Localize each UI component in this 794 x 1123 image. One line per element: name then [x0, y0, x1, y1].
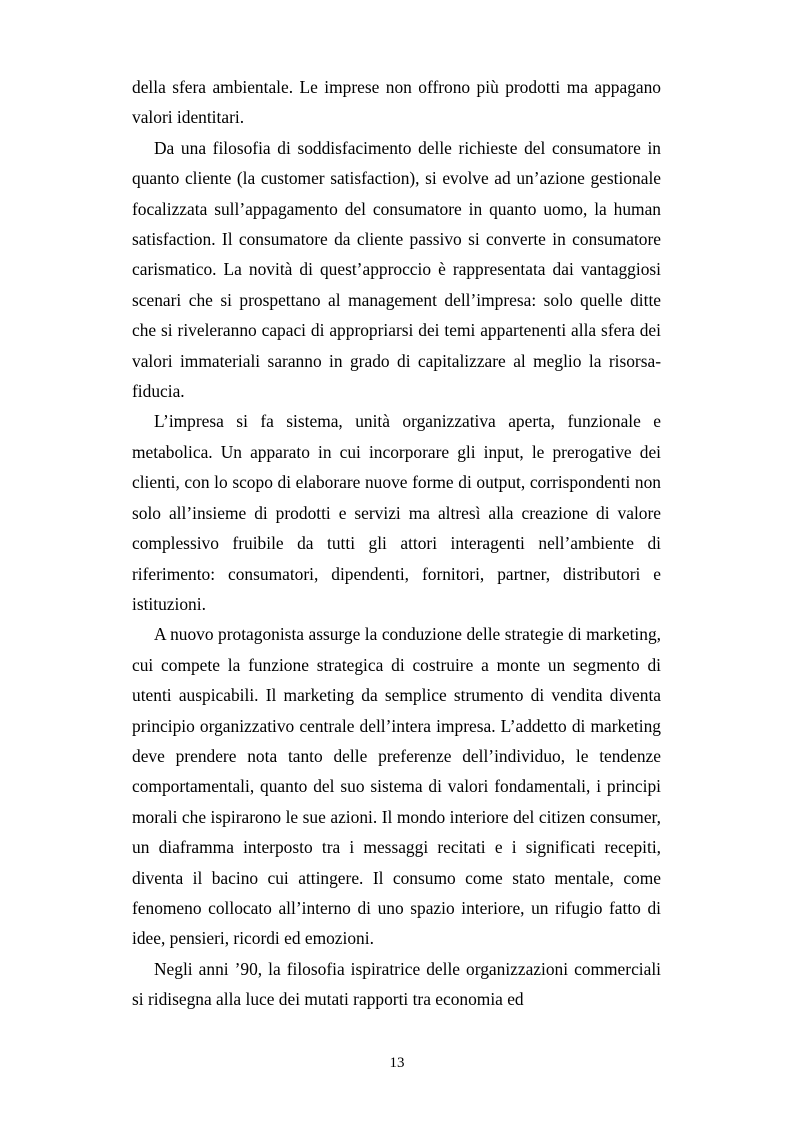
paragraph-customer-satisfaction: Da una filosofia di soddisfacimento delle richieste del consumatore in quanto cliente (la customer satisfaction), si evolve ad un’azione gestionale focalizzata sull’appagamento del consumatore in quanto uomo, la human satisfaction. Il consumatore da cliente passivo si converte in consumatore carismatico. La novità di quest’approccio è rappresentata dai vantaggiosi scenari che si prospettano al management dell’impresa: solo quelle ditte che si riveleranno capaci di appropriarsi dei temi appartenenti alla sfera dei valori immateriali saranno in grado di capitalizzare al meglio la risorsa-fiducia.	[132, 137, 661, 402]
paragraph-anni-90: Negli anni ’90, la filosofia ispiratrice delle organizzazioni commerciali si ridisegna alla luce dei mutati rapporti tra economia ed	[132, 958, 661, 1010]
paragraph-impresa-sistema: L’impresa si fa sistema, unità organizzativa aperta, funzionale e metabolica. Un apparato in cui incorporare gli input, le prerogative dei clienti, con lo scopo di elaborare nuove forme di output, corrispondenti non solo all’insieme di prodotti e servizi ma altresì alla creazione di valore complessivo fruibile da tutti gli attori interagenti nell’ambiente di riferimento: consumatori, dipendenti, fornitori, partner, distributori e istituzioni.	[132, 411, 661, 614]
paragraph-continuation: della sfera ambientale. Le imprese non offrono più prodotti ma appagano valori identitari.	[132, 77, 661, 128]
page-number: 13	[389, 1055, 405, 1071]
paragraph-marketing: A nuovo protagonista assurge la conduzione delle strategie di marketing, cui compete la funzione strategica di costruire a monte un segmento di utenti auspicabili. Il marketing da semplice strumento di vendita diventa principio organizzativo centrale dell’intera impresa. L’addetto di marketing deve prendere nota tanto delle preferenze dell’individuo, le tendenze comportamentali, quanto del suo sistema di valori fondamentali, i principi morali che ispirarono le sue azioni. Il mondo interiore del citizen consumer, un diaframma interposto tra i messaggi recitati e i significati recepiti, diventa il bacino cui attingere. Il consumo come stato mentale, come fenomeno collocato all’interno di uno spazio interiore, un rifugio fatto di idee, pensieri, ricordi ed emozioni.	[132, 624, 661, 949]
body-text	[132, 72, 661, 1015]
